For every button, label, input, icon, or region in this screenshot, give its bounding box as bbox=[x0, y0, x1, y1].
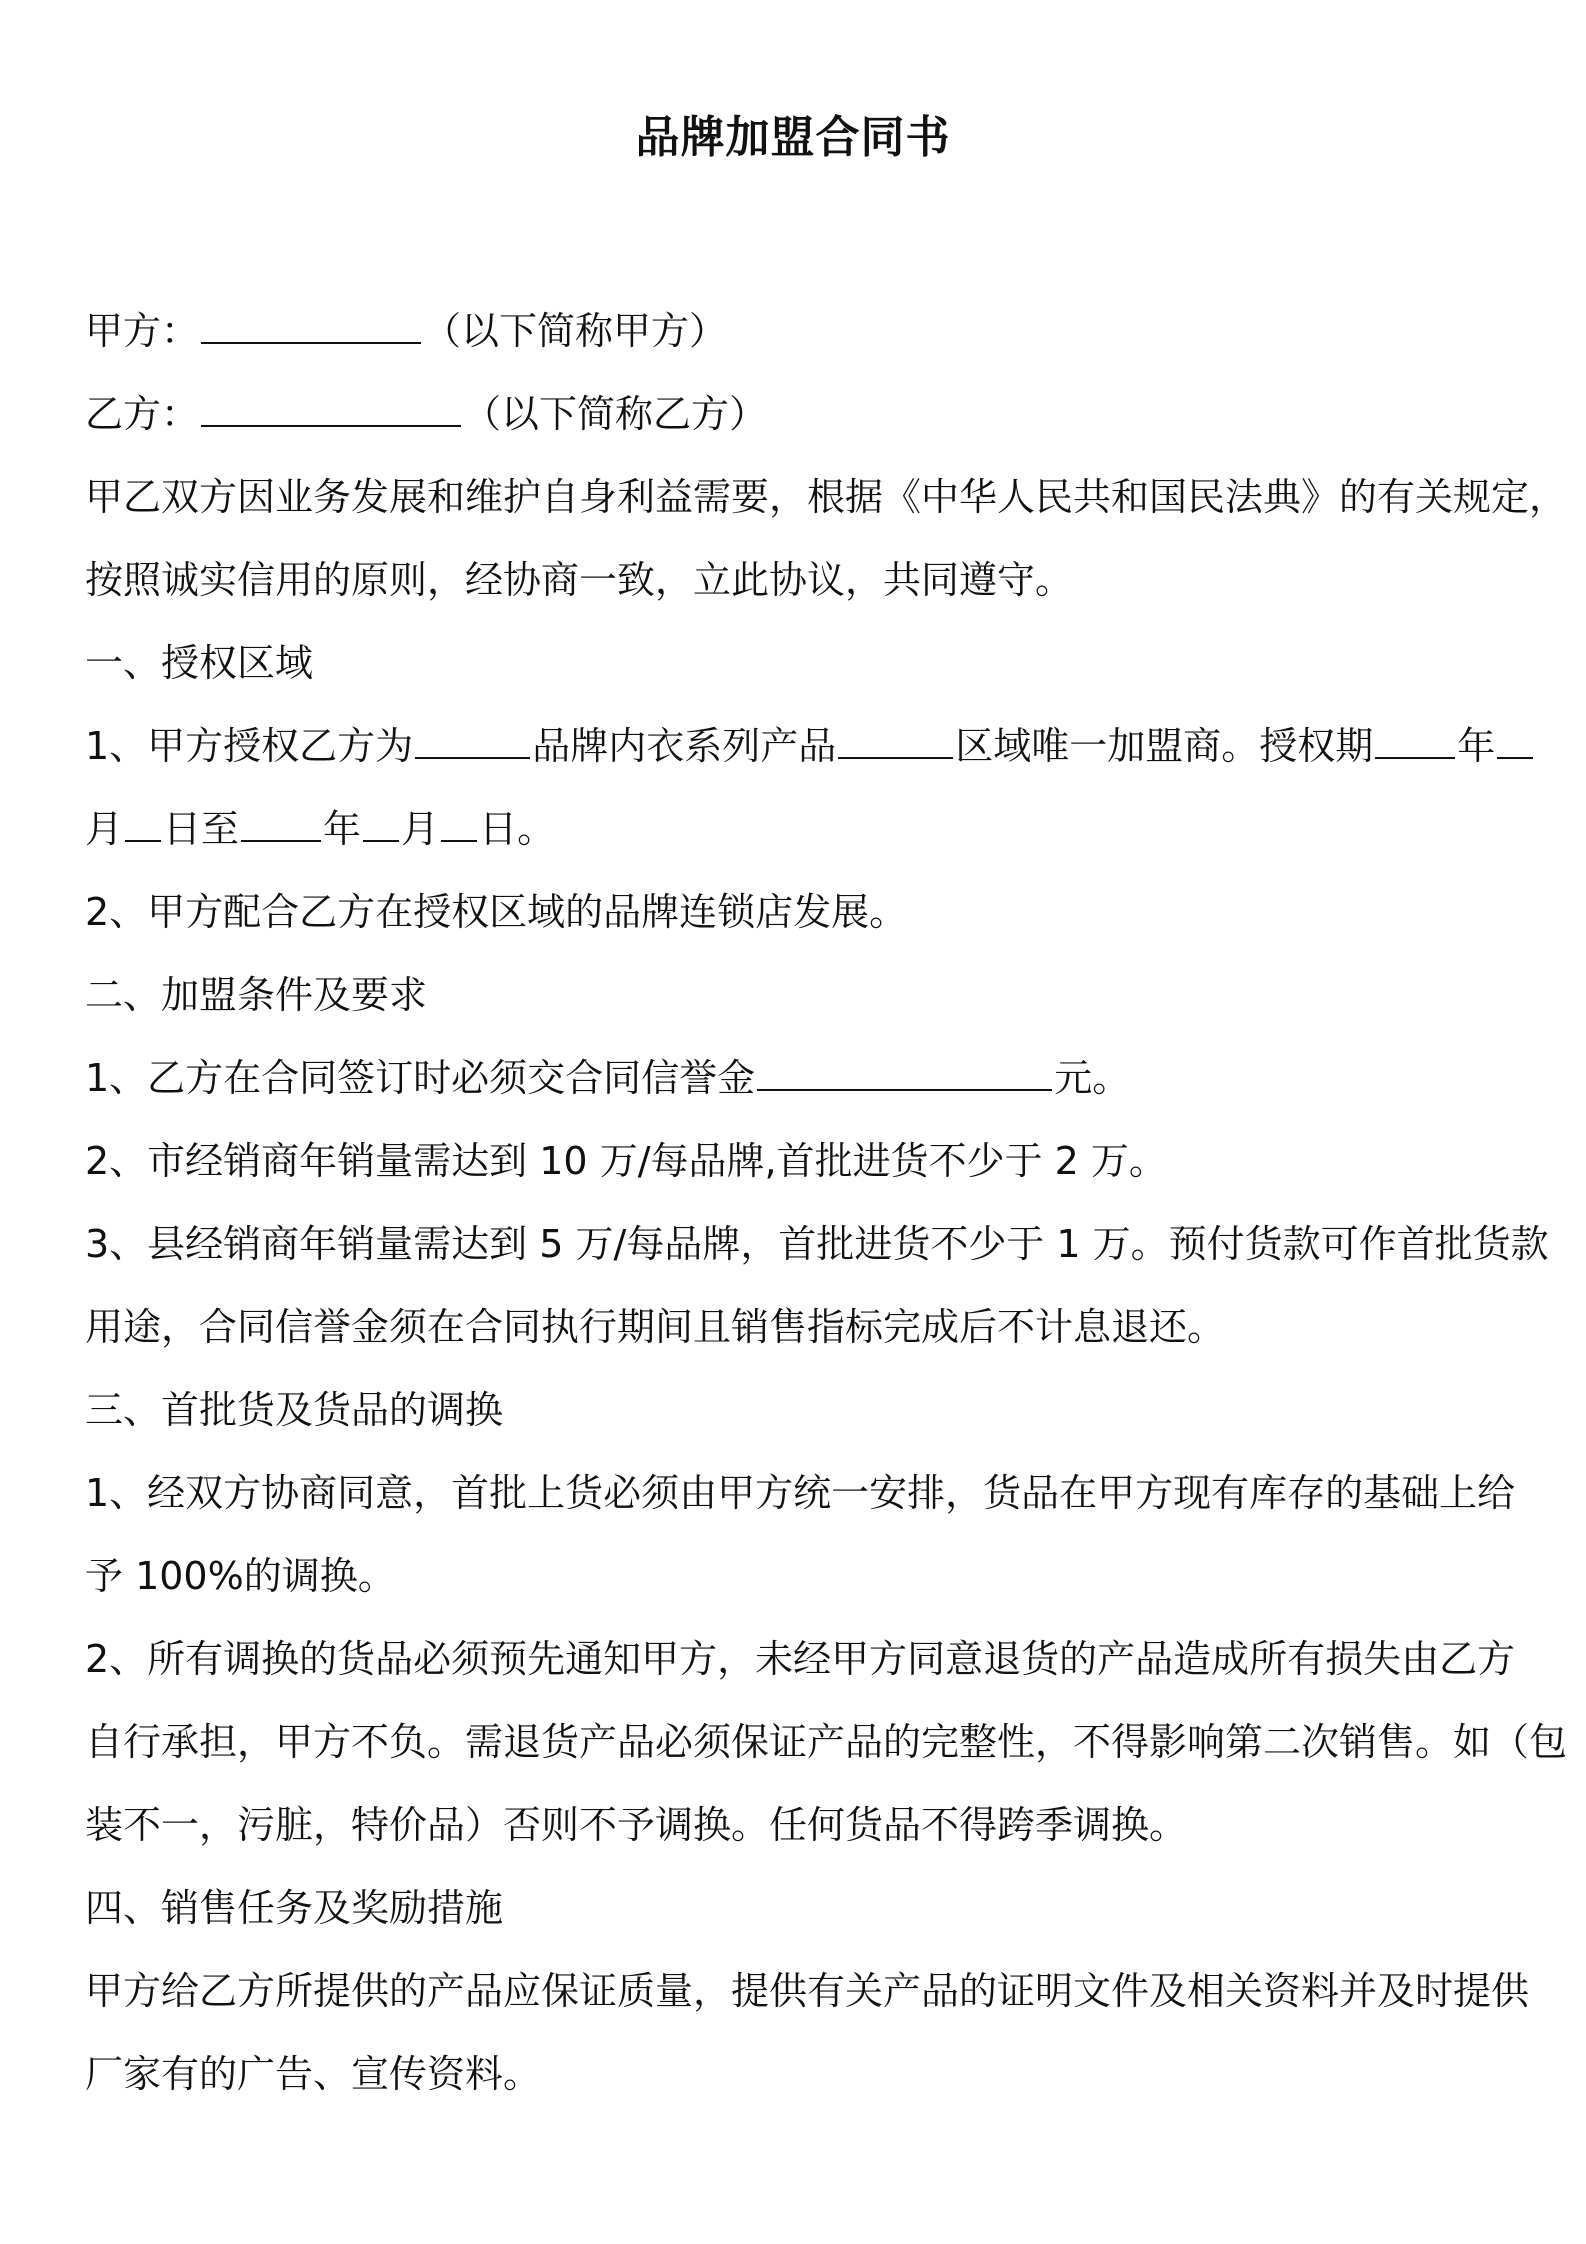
party-b-line bbox=[85, 373, 1515, 456]
section-2-item-3-line-1: 3、县经销商年销量需达到 5 万/每品牌，首批进货不少于 1 万。预付货款可作首批货款 bbox=[85, 1222, 1549, 1266]
authorization-text-1: 1、甲方授权乙方为 bbox=[85, 724, 414, 768]
section-2-item-3-line-2: 用途，合同信誉金须在合同执行期间且销售指标完成后不计息退还。 bbox=[85, 1305, 1226, 1349]
start-day-blank bbox=[125, 810, 161, 842]
party-b-label: 乙方： bbox=[85, 392, 200, 436]
region-blank bbox=[838, 727, 953, 759]
section-3-item-2-line-2: 自行承担，甲方不负。需退货产品必须保证产品的完整性，不得影响第二次销售。如（包 bbox=[85, 1720, 1568, 1764]
section-1-item-1-line-1 bbox=[85, 705, 1515, 788]
section-4-paragraph-line-2: 厂家有的广告、宣传资料。 bbox=[85, 2052, 542, 2096]
document-body bbox=[85, 290, 1568, 2116]
deposit-unit: 元。 bbox=[1054, 1056, 1131, 1100]
year-text-2: 年 bbox=[323, 807, 362, 851]
section-4-heading: 四、销售任务及奖励措施 bbox=[85, 1886, 504, 1930]
section-3-item-2-line-1: 2、所有调换的货品必须预先通知甲方，未经甲方同意退货的产品造成所有损失由乙方 bbox=[85, 1637, 1516, 1681]
section-3-item-1-line-2: 予 100%的调换。 bbox=[85, 1554, 396, 1598]
section-4-paragraph-line-1: 甲方给乙方所提供的产品应保证质量，提供有关产品的证明文件及相关资料并及时提供 bbox=[85, 1969, 1530, 2013]
section-1-heading: 一、授权区域 bbox=[85, 641, 314, 685]
party-a-label: 甲方： bbox=[85, 309, 200, 353]
party-a-blank bbox=[201, 312, 421, 344]
month-text-2: 月 bbox=[401, 807, 440, 851]
section-3-item-2-line-3: 装不一，污脏，特价品）否则不予调换。任何货品不得跨季调换。 bbox=[85, 1803, 1188, 1847]
start-year-blank bbox=[1375, 727, 1455, 759]
brand-blank bbox=[415, 727, 530, 759]
day-end-text: 日。 bbox=[479, 807, 556, 851]
party-a-line bbox=[85, 290, 1515, 373]
end-day-blank bbox=[441, 810, 477, 842]
section-1-item-1-line-2 bbox=[85, 788, 1515, 871]
intro-line-1: 甲乙双方因业务发展和维护自身利益需要，根据《中华人民共和国民法典》的有关规定， bbox=[85, 475, 1568, 519]
section-2-item-2: 2、市经销商年销量需达到 10 万/每品牌,首批进货不少于 2 万。 bbox=[85, 1139, 1167, 1183]
end-month-blank bbox=[363, 810, 399, 842]
party-b-suffix: （以下简称乙方） bbox=[463, 392, 768, 436]
deposit-text: 1、乙方在合同签订时必须交合同信誉金 bbox=[85, 1056, 756, 1100]
end-year-blank bbox=[241, 810, 321, 842]
party-b-blank bbox=[201, 395, 461, 427]
section-2-heading: 二、加盟条件及要求 bbox=[85, 973, 428, 1017]
section-3-item-1-line-1: 1、经双方协商同意，首批上货必须由甲方统一安排，货品在甲方现有库存的基础上给 bbox=[85, 1471, 1516, 1515]
section-1-item-2: 2、甲方配合乙方在授权区域的品牌连锁店发展。 bbox=[85, 890, 908, 934]
party-a-suffix: （以下简称甲方） bbox=[423, 309, 728, 353]
authorization-text-2: 品牌内衣系列产品 bbox=[532, 724, 837, 768]
deposit-amount-blank bbox=[757, 1059, 1052, 1091]
section-3-heading: 三、首批货及货品的调换 bbox=[85, 1388, 504, 1432]
day-to-text: 日至 bbox=[163, 807, 240, 851]
intro-line-2: 按照诚实信用的原则，经协商一致，立此协议，共同遵守。 bbox=[85, 558, 1074, 602]
start-month-blank bbox=[1497, 727, 1533, 759]
section-2-item-1 bbox=[85, 1037, 1515, 1120]
month-text-1: 月 bbox=[85, 807, 124, 851]
authorization-text-3: 区域唯一加盟商。授权期 bbox=[955, 724, 1374, 768]
year-text-1: 年 bbox=[1457, 724, 1496, 768]
document-title: 品牌加盟合同书 bbox=[635, 112, 951, 163]
